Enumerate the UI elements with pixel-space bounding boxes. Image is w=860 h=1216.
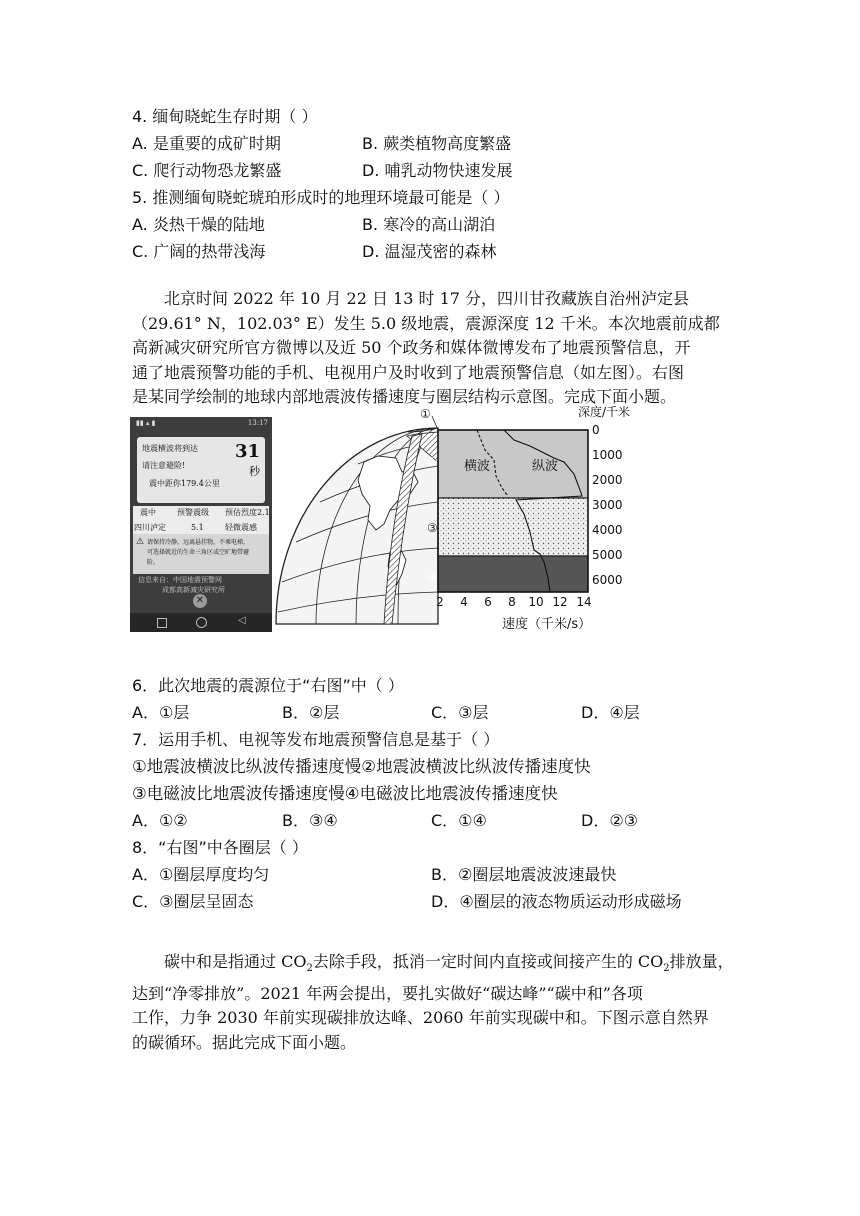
- passage-text: 排放量，: [669, 952, 734, 971]
- passage-line: 工作，力争 2030 年前实现碳排放达峰、2060 年前实现碳中和。下图示意自然界: [132, 1008, 709, 1028]
- subscript-2: 2: [663, 963, 670, 975]
- passage-text: 碳中和是指通过 CO: [164, 952, 307, 971]
- phone-nav-bar: [130, 613, 272, 632]
- warning-icon: ⚠: [136, 537, 145, 547]
- carbon-neutral-passage: [132, 950, 744, 1055]
- passage-line: 的碳循环。据此完成下面小题。: [132, 1032, 357, 1052]
- q8-option-c: C．③圈层呈固态: [132, 892, 254, 911]
- depth-tick: 6000: [592, 573, 623, 587]
- q6-option-d: D．④层: [581, 703, 640, 722]
- q4-option-a: A. 是重要的成矿时期: [132, 134, 281, 153]
- q6-option-a: A．①层: [132, 703, 190, 722]
- recent-apps-icon[interactable]: [157, 618, 167, 628]
- tip-line: 险。: [147, 559, 160, 566]
- q7-option-d: D．②③: [581, 811, 639, 830]
- q7-statements-1: ①地震波横波比纵波传播速度慢②地震波横波比纵波传播速度快: [132, 757, 591, 776]
- q7-stem: 7．运用手机、电视等发布地震预警信息是基于（ ）: [132, 730, 500, 749]
- depth-tick: 2000: [592, 473, 623, 487]
- speed-tick: 10: [528, 595, 544, 609]
- passage-line: 通了地震预警功能的手机、电视用户及时收到了地震预警信息（如左图）。右图: [132, 362, 685, 382]
- q5-option-c: C. 广阔的热带浅海: [132, 242, 266, 261]
- depth-tick: 3000: [592, 498, 623, 512]
- speed-tick: 4: [460, 595, 468, 609]
- layer-3-band: [438, 498, 588, 556]
- countdown-number: 31: [235, 441, 261, 462]
- q7-option-c: C．①④: [431, 811, 487, 830]
- q5-option-d: D. 温湿茂密的森林: [362, 242, 497, 261]
- passage-line: 高新减灾研究所官方微博以及近 50 个政务和媒体微博发布了地震预警信息，开: [132, 338, 691, 357]
- q8-stem: 8．“右图”中各圈层（ ）: [132, 838, 308, 857]
- status-time: 13:17: [247, 419, 268, 427]
- q6-stem: 6．此次地震的震源位于“右图”中（ ）: [132, 676, 404, 695]
- close-icon[interactable]: ✕: [193, 594, 207, 608]
- depth-axis-title: 深度/千米: [578, 405, 631, 419]
- layer-4-band: [438, 556, 588, 592]
- safety-tip: [133, 534, 269, 574]
- alert-line-1: 地震横波将到达: [142, 444, 198, 453]
- home-icon[interactable]: [196, 617, 207, 628]
- p-wave-label: 纵波: [532, 459, 559, 474]
- q7-statements-2: ③电磁波比地震波传播速度慢④电磁波比地震波传播速度快: [132, 784, 558, 803]
- countdown-unit: 秒: [249, 465, 260, 478]
- q4-stem: 4. 缅甸晓蛇生存时期（ ）: [132, 107, 318, 126]
- earthquake-passage: [132, 287, 744, 410]
- table-feel: 轻微震感: [225, 523, 257, 532]
- table-magnitude: 5.1: [191, 523, 204, 532]
- q7-option-b: B．③④: [282, 811, 338, 830]
- signal-icon: ▮▮ ▴ ▮: [136, 419, 156, 427]
- alert-card: [137, 437, 265, 503]
- depth-axis-ticks: [592, 423, 623, 587]
- earthquake-alert-phone-screenshot: [130, 417, 272, 632]
- source-org: 成都高新减灾研究所: [162, 586, 225, 594]
- q6-option-b: B．②层: [282, 703, 340, 722]
- speed-axis-ticks: [436, 595, 591, 609]
- speed-tick: 8: [508, 595, 516, 609]
- passage-line: （29.61° N，102.03° E）发生 5.0 级地震，震源深度 12 千米。本次地震前成都: [132, 313, 720, 333]
- q6-option-c: C．③层: [431, 703, 489, 722]
- passage-text: 去除手段，抵消一定时间内直接或间接产生的 CO: [312, 952, 664, 971]
- q4-option-d: D. 哺乳动物快速发展: [362, 161, 513, 180]
- depth-tick: 4000: [592, 523, 623, 537]
- depth-tick: 1000: [592, 448, 623, 462]
- table-head-magnitude: 预警震级: [177, 508, 209, 517]
- speed-tick: 2: [436, 595, 444, 609]
- passage-line: 达到“净零排放”。2021 年两会提出，要扎实做好“碳达峰”“碳中和”各项: [132, 983, 643, 1003]
- q8-option-a: A．①圈层厚度均匀: [132, 865, 270, 884]
- alert-distance: 震中距你179.4公里: [149, 479, 220, 488]
- source-label: 信息来自：中国地震预警网: [138, 576, 222, 584]
- q4-option-b: B. 蕨类植物高度繁盛: [362, 134, 512, 153]
- depth-tick: 5000: [592, 548, 623, 562]
- depth-tick: 0: [592, 423, 600, 437]
- layer-marker: ③: [427, 521, 438, 535]
- table-head-epicenter: 震中: [140, 508, 156, 517]
- speed-tick: 6: [484, 595, 492, 609]
- alert-info-table: [133, 506, 269, 536]
- passage-line: 是某同学绘制的地球内部地震波传播速度与圈层结构示意图。完成下面小题。: [132, 387, 677, 406]
- alert-line-2: 请注意避险!: [142, 461, 186, 470]
- q8-option-d: D．④圈层的液态物质运动形成磁场: [431, 892, 682, 911]
- tip-line: 请保持冷静，远离悬挂物，不乘电梯，: [147, 539, 250, 546]
- s-wave-label: 横波: [464, 459, 491, 474]
- passage-line: [132, 950, 744, 982]
- speed-tick: 12: [552, 595, 568, 609]
- q4-option-c: C. 爬行动物恐龙繁盛: [132, 161, 282, 180]
- q7-option-a: A．①②: [132, 811, 188, 830]
- speed-tick: 14: [576, 595, 592, 609]
- earth-structure-wave-figure: [272, 402, 631, 634]
- q8-option-b: B．②圈层地震波波速最快: [431, 865, 617, 884]
- velocity-depth-chart: [420, 404, 630, 632]
- table-head-intensity: 预估烈度2.1: [225, 508, 270, 517]
- q5-stem: 5. 推测缅甸晓蛇琥珀形成时的地理环境最可能是（ ）: [132, 188, 510, 207]
- back-icon[interactable]: ◁: [238, 615, 246, 626]
- layer-marker: ①: [420, 407, 431, 421]
- layer-marker: ②: [427, 455, 438, 469]
- q5-option-b: B. 寒冷的高山湖泊: [362, 215, 496, 234]
- layer-marker: ④: [427, 571, 438, 585]
- tip-line: 可选择就近的生命三角区或空旷地带避: [147, 549, 250, 556]
- table-place: 四川泸定: [134, 523, 166, 532]
- phone-status-bar: [130, 417, 272, 429]
- passage-line: 北京时间 2022 年 10 月 22 日 13 时 17 分，四川甘孜藏族自治州泸定县: [164, 289, 690, 308]
- subscript-2: 2: [306, 963, 313, 975]
- speed-axis-title: 速度（千米/s）: [502, 617, 592, 632]
- q5-option-a: A. 炎热干燥的陆地: [132, 215, 265, 234]
